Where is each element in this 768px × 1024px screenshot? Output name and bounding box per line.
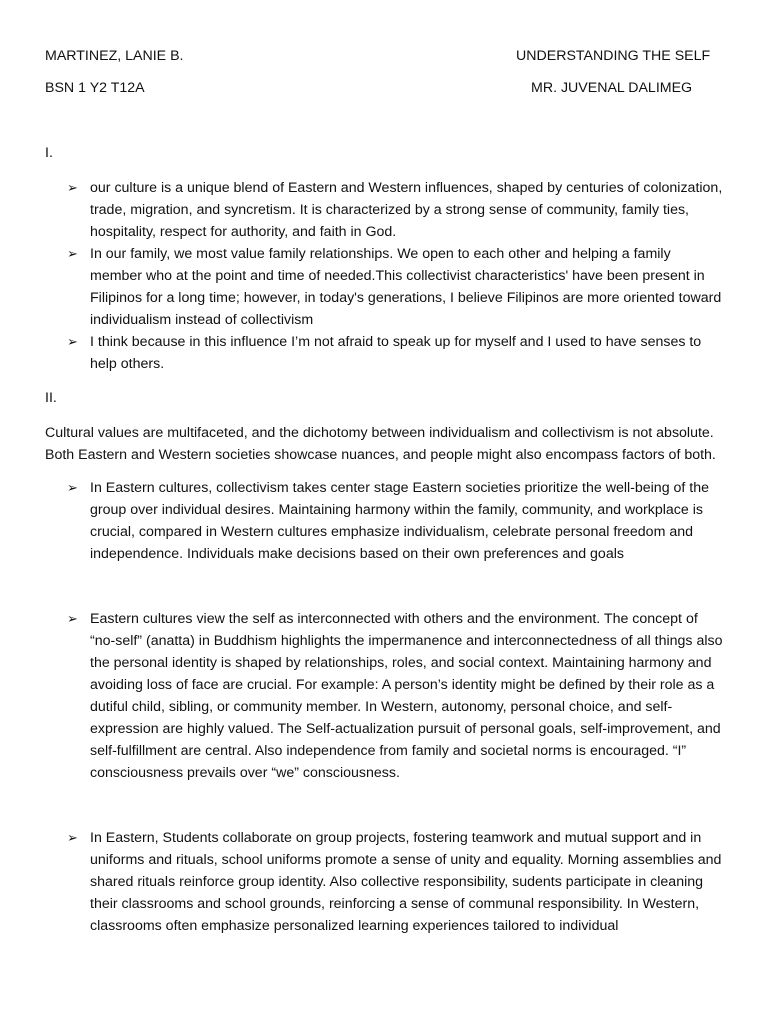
section-2-list [45,477,725,937]
arrowhead-bullet-icon: ➢ [67,334,78,349]
document-body [45,144,725,937]
section-2-intro: Cultural values are multifaceted, and the dichotomy between individualism and collectivism is not absolute. Both Eastern and Western societies showcase nuances, and people might also encompass factors of both. [45,425,716,463]
list-item [45,331,725,375]
arrowhead-bullet-icon: ➢ [67,480,78,495]
arrowhead-bullet-icon: ➢ [67,611,78,626]
list-item [45,243,725,331]
section-1-list [45,177,725,375]
arrowhead-bullet-icon: ➢ [67,180,78,195]
list-item-text: I think because in this influence I’m not afraid to speak up for myself and I used to have senses to help others. [90,334,702,372]
section-1-title: I. [45,145,53,161]
list-item [45,827,725,937]
list-item-text: In Eastern cultures, collectivism takes center stage Eastern societies prioritize the well-being of the group over individual desires. Maintaining harmony within the family, community, and workplace is crucial, compared in Western cultures emphasize individualism, celebrate personal freedom and independence. Individuals make decisions based on their own preferences and goals [90,480,710,562]
list-item-text: In Eastern, Students collaborate on group projects, fostering teamwork and mutual support and in uniforms and rituals, school uniforms promote a sense of unity and equality. Morning assemblies and shared rituals reinforce group identity. Also collective responsibility, sudents participate in cleaning their classrooms and school grounds, reinforcing a sense of communal responsibility. In Western, classrooms often emphasize personalized learning experiences tailored to individual [90,830,722,934]
list-item [45,608,725,784]
section-2-title: II. [45,390,57,406]
arrowhead-bullet-icon: ➢ [67,830,78,845]
arrowhead-bullet-icon: ➢ [67,246,78,261]
subject-title: UNDERSTANDING THE SELF [516,48,711,64]
list-item-text: In our family, we most value family relationships. We open to each other and helping a family member who at the point and time of needed.This collectivist characteristics' have been present in Filipinos for a long time; however, in today's generations, I believe Filipinos are more oriented toward individualism instead of collectivism [90,246,722,328]
list-item-text: Eastern cultures view the self as interconnected with others and the environment. The concept of “no-self” (anatta) in Buddhism highlights the impermanence and interconnectedness of all things also the personal identity is shaped by relationships, roles, and social context. Maintaining harmony and avoiding loss of face are crucial. For example: A person’s identity might be defined by their role as a dutiful child, sibling, or community member. In Western, autonomy, personal choice, and self-expression are highly valued. The Self-actualization pursuit of personal goals, self-improvement, and self-fulfillment are central. Also independence from family and societal norms is encouraged. “I” consciousness prevails over “we” consciousness. [90,611,723,781]
list-item-text: our culture is a unique blend of Eastern and Western influences, shaped by centuries of colonization, trade, migration, and syncretism. It is characterized by a strong sense of community, family ties, hospitality, respect for authority, and faith in God. [90,180,723,240]
student-name: MARTINEZ, LANIE B. [45,48,184,64]
course-section: BSN 1 Y2 T12A [45,80,145,96]
instructor-name: MR. JUVENAL DALIMEG [531,80,693,96]
list-item [45,177,725,243]
list-item [45,477,725,565]
